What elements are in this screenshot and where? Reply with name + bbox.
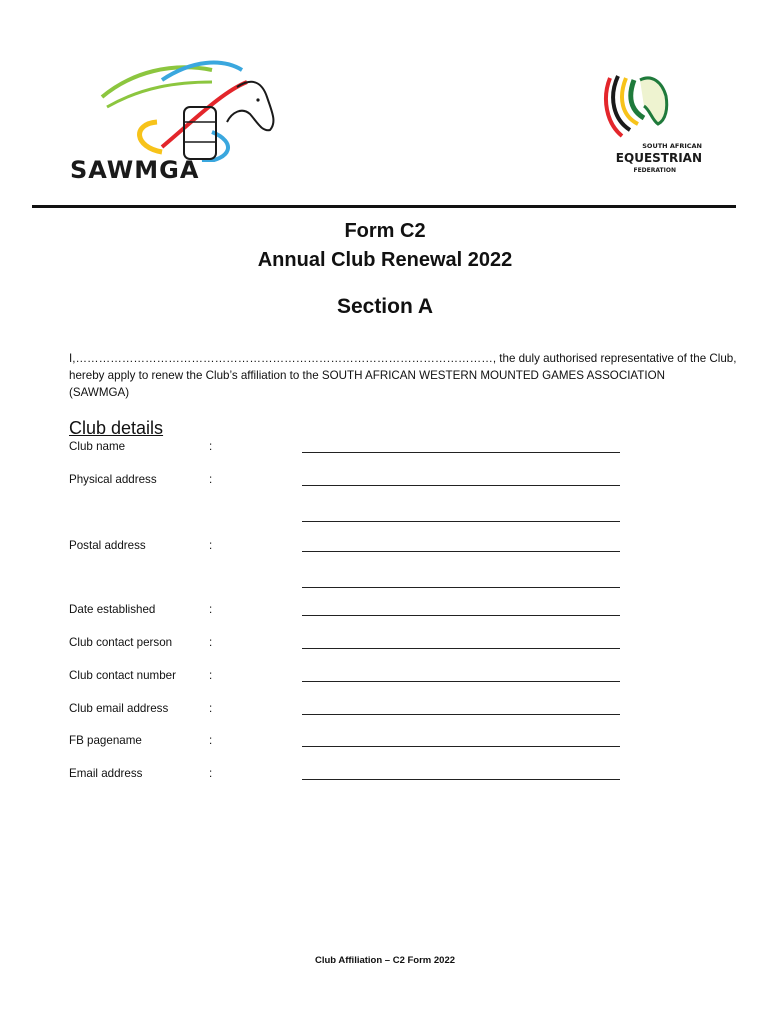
saef-line-federation: FEDERATION <box>633 167 676 174</box>
declaration-rest: , the duly authorised representative of the Club, <box>492 352 737 365</box>
physical-address-input-line-2[interactable] <box>302 521 620 522</box>
field-fb-pagename <box>69 734 629 752</box>
declaration-paragraph <box>69 350 737 401</box>
section-title: Section A <box>336 295 434 318</box>
declaration-line-3: (SAWMGA) <box>69 386 130 399</box>
contact-person-input-line[interactable] <box>302 648 620 649</box>
field-colon: : <box>209 702 213 715</box>
field-physical-address <box>69 473 629 527</box>
field-club-name <box>69 440 629 458</box>
saef-logo <box>600 68 710 178</box>
sawmga-wordmark: SAWMGA <box>70 156 200 184</box>
field-label: Physical address <box>69 473 157 486</box>
physical-address-input-line-1[interactable] <box>302 485 620 486</box>
field-colon: : <box>209 473 213 486</box>
field-email-address <box>69 767 629 785</box>
horse-swoosh-icon <box>62 52 292 162</box>
club-email-input-line[interactable] <box>302 714 620 715</box>
field-postal-address <box>69 539 629 593</box>
sawmga-logo <box>62 52 292 192</box>
name-dots: ……………………………………………………………………………………………… <box>75 352 493 365</box>
field-colon: : <box>209 539 213 552</box>
form-subtitle: Annual Club Renewal 2022 <box>257 249 513 271</box>
form-title: Form C2 <box>344 220 426 242</box>
horse-head-icon <box>600 68 710 140</box>
field-colon: : <box>209 603 213 616</box>
field-colon: : <box>209 734 213 747</box>
declaration-start: I, <box>69 352 76 365</box>
club-name-input-line[interactable] <box>302 452 620 453</box>
field-label: Email address <box>69 767 143 780</box>
postal-address-input-line-1[interactable] <box>302 551 620 552</box>
fb-pagename-input-line[interactable] <box>302 746 620 747</box>
header-divider <box>32 205 736 208</box>
date-established-input-line[interactable] <box>302 615 620 616</box>
field-club-email-address <box>69 702 629 720</box>
representative-name-field[interactable] <box>75 350 736 367</box>
field-label: FB pagename <box>69 734 142 747</box>
postal-address-input-line-2[interactable] <box>302 587 620 588</box>
field-colon: : <box>209 669 213 682</box>
club-details-heading: Club details <box>69 418 164 438</box>
saef-line-south-african: SOUTH AFRICAN <box>642 142 702 150</box>
field-label: Postal address <box>69 539 146 552</box>
field-colon: : <box>209 636 213 649</box>
field-label: Club contact person <box>69 636 173 649</box>
email-address-input-line[interactable] <box>302 779 620 780</box>
field-colon: : <box>209 767 213 780</box>
field-colon: : <box>209 440 213 453</box>
page-footer: Club Affiliation – C2 Form 2022 <box>314 955 456 966</box>
field-label: Club contact number <box>69 669 176 682</box>
field-date-established <box>69 603 629 621</box>
saef-line-equestrian: EQUESTRIAN <box>615 151 702 165</box>
field-club-contact-number <box>69 669 629 687</box>
field-label: Date established <box>69 603 156 616</box>
field-label: Club name <box>69 440 126 453</box>
contact-number-input-line[interactable] <box>302 681 620 682</box>
field-label: Club email address <box>69 702 169 715</box>
field-club-contact-person <box>69 636 629 654</box>
declaration-line-2: hereby apply to renew the Club’s affiliation to the SOUTH AFRICAN WESTERN MOUNTED GAMES ASSOCIATION <box>69 369 665 382</box>
